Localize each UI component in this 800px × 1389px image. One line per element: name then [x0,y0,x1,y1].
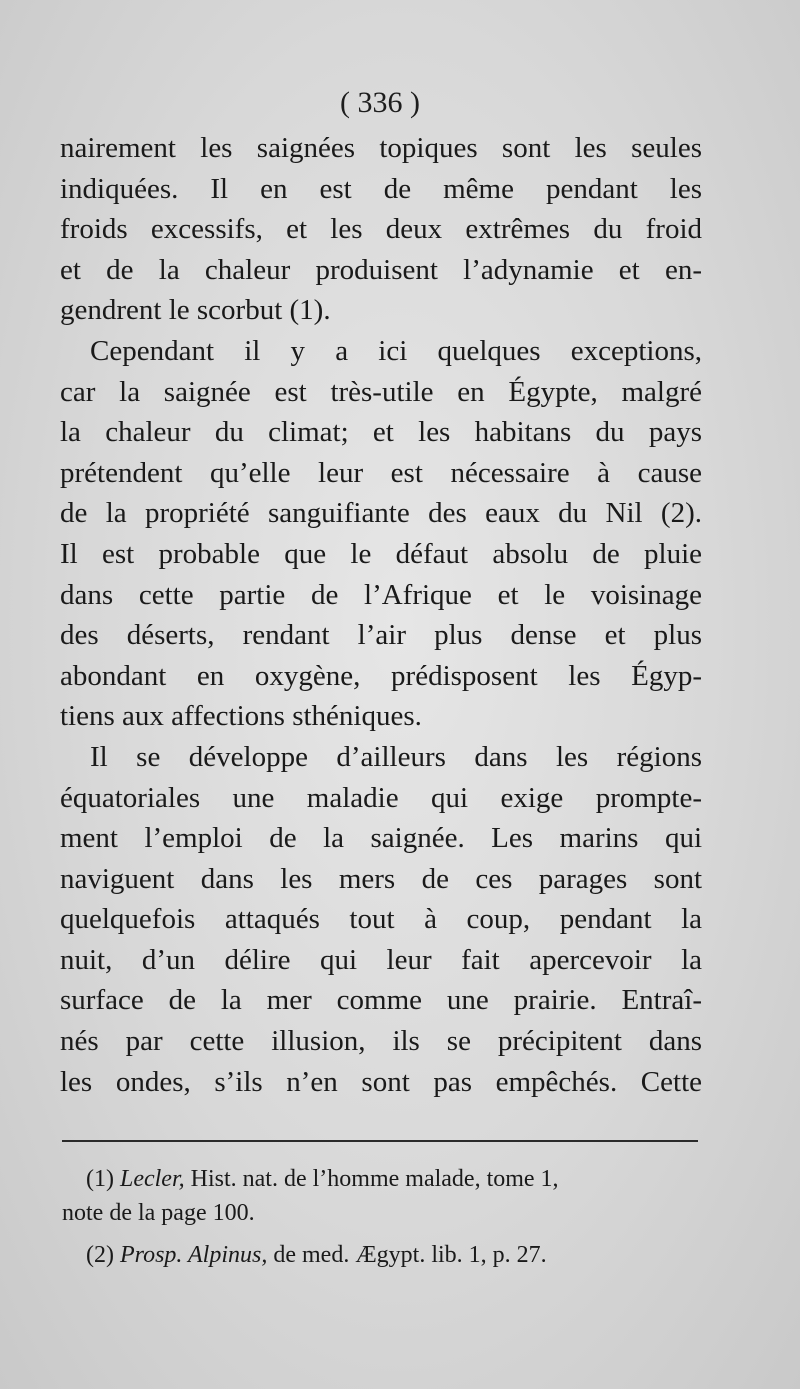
text-line: Il se développe d’ailleurs dans les régions [90,740,702,773]
text-line: surface de la mer comme une prairie. Entraî- [60,984,702,1017]
footnote-1 [62,1162,702,1196]
text-line: froids excessifs, et les deux extrêmes du froid [60,213,702,246]
text-line: dans cette partie de l’Afrique et le voisinage [60,578,702,611]
footnote-2-author: Prosp. Alpinus, [119,1242,268,1268]
text-line: Il est probable que le défaut absolu de pluie [60,537,702,570]
footnote-gap [62,1230,702,1238]
text-line: la chaleur du climat; et les habitans du pays [60,416,702,449]
text-line: les ondes, s’ils n’en sont pas empêchés. Cette [60,1065,702,1098]
text-line: et de la chaleur produisent l’adynamie et en- [60,253,702,286]
text-line: nairement les saignées topiques sont les seules [60,132,702,164]
text-line: Cependant il y a ici quelques exceptions, [90,334,702,367]
page-number: ( 336 ) [340,86,420,119]
text-line: abondant en oxygène, prédisposent les Égyp- [60,659,702,692]
text-line: nés par cette illusion, ils se précipitent dans [60,1025,702,1058]
text-line: équatoriales une maladie qui exige prompte- [60,781,702,814]
text-line: tiens aux affections sthéniques. [60,700,422,733]
text-line: prétendent qu’elle leur est nécessaire à cause [60,456,702,489]
text-line: ment l’emploi de la saignée. Les marins qui [60,822,702,855]
text-line: des déserts, rendant l’air plus dense et plus [60,619,702,652]
footnote-1-text: Hist. nat. de l’homme malade, tome 1, [190,1166,559,1192]
text-line: naviguent dans les mers de ces parages sont [60,862,702,895]
footnote-divider [62,1140,698,1142]
footnote-1-marker: (1) [86,1166,114,1192]
text-line: gendrent le scorbut (1). [60,294,331,327]
footnote-1-continuation: note de la page 100. [62,1200,255,1226]
text-line: car la saignée est très-utile en Égypte, malgré [60,375,702,408]
body-text [60,128,702,1102]
footnote-2 [62,1238,702,1272]
text-line: de la propriété sanguifiante des eaux du Nil (2). [60,497,702,530]
footnote-1-author: Lecler, [119,1166,185,1192]
text-line: quelquefois attaqués tout à coup, pendant la [60,903,702,936]
text-line: indiquées. Il en est de même pendant les [60,172,702,205]
footnote-2-text: de med. Ægypt. lib. 1, p. 27. [273,1242,547,1268]
footnote-2-marker: (2) [86,1242,114,1268]
text-line: nuit, d’un délire qui leur fait apercevoir la [60,943,702,976]
footnotes [62,1162,702,1272]
